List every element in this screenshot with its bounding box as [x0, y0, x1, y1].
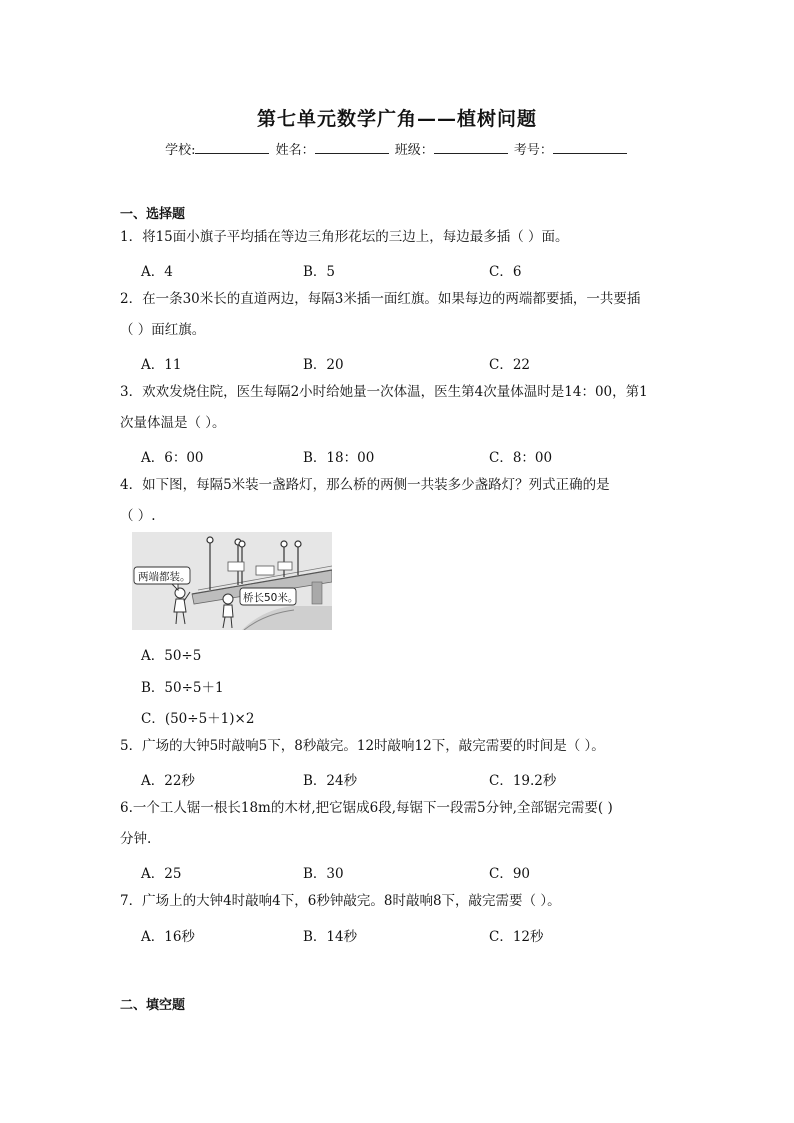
- section-heading-choice: 一、选择题: [120, 207, 186, 222]
- option-a: A．22秒: [141, 773, 195, 789]
- question-4-line-2: （ ）.: [120, 508, 156, 524]
- option-c: C．19.2秒: [489, 773, 557, 789]
- option-b: B．14秒: [303, 929, 358, 945]
- exam-no-blank[interactable]: [553, 141, 627, 154]
- bubble-left-text: 两端都装。: [138, 571, 191, 583]
- page-title: 第七单元数学广角——植树问题: [256, 108, 537, 130]
- question-6-line-1: 6.一个工人锯一根长18m的木材,把它锯成6段,每锯下一段需5分钟,全部锯完需要( ): [120, 800, 613, 816]
- question-4-option-a: A．50÷5: [141, 648, 202, 664]
- question-3-options: [141, 446, 681, 466]
- option-c: C．6: [489, 264, 522, 280]
- bridge-lamp-illustration: [132, 532, 332, 630]
- class-blank[interactable]: [434, 141, 508, 154]
- question-2-line-1: 2．在一条30米长的直道两边，每隔3米插一面红旗。如果每边的两端都要插，一共要插: [120, 291, 641, 307]
- option-a: A．6：00: [141, 450, 204, 466]
- name-blank[interactable]: [315, 141, 389, 154]
- question-7: 7．广场上的大钟4时敲响4下，6秒钟敲完。8时敲响8下，敲完需要（ ）。: [120, 893, 561, 909]
- question-6-options: [141, 862, 681, 882]
- school-label: 学校:: [165, 143, 196, 158]
- option-c: C．12秒: [489, 929, 544, 945]
- class-label: 班级：: [394, 143, 434, 158]
- exam-no-label: 考号：: [513, 143, 553, 158]
- name-label: 姓名：: [275, 143, 315, 158]
- option-a: A．16秒: [141, 929, 195, 945]
- option-a: A．4: [141, 264, 173, 280]
- student-info-line: [0, 139, 794, 158]
- question-2-line-2: （ ）面红旗。: [120, 322, 206, 338]
- question-1-options: [141, 260, 681, 280]
- school-blank[interactable]: [195, 141, 269, 154]
- option-a: A．25: [141, 866, 182, 882]
- question-3: [120, 377, 680, 439]
- question-4: [120, 470, 680, 532]
- option-b: B．20: [303, 357, 344, 373]
- question-4-option-c: C．(50÷5＋1)×2: [141, 711, 255, 727]
- question-3-line-2: 次量体温是（ ）。: [120, 415, 226, 431]
- option-b: B．5: [303, 264, 336, 280]
- question-5: 5．广场的大钟5时敲响5下，8秒敲完。12时敲响12下，敲完需要的时间是（ ）。: [120, 738, 605, 754]
- option-c: C．22: [489, 357, 531, 373]
- question-4-line-1: 4．如下图，每隔5米装一盏路灯，那么桥的两侧一共装多少盏路灯？列式正确的是: [120, 477, 610, 493]
- option-a: A．11: [141, 357, 182, 373]
- option-c: C．90: [489, 866, 531, 882]
- option-b: B．24秒: [303, 773, 358, 789]
- bubble-right-text: 桥长50米。: [243, 592, 299, 604]
- question-2: [120, 284, 680, 346]
- question-3-line-1: 3．欢欢发烧住院，医生每隔2小时给她量一次体温，医生第4次量体温时是14：00，第1: [120, 384, 648, 400]
- option-b: B．18：00: [303, 450, 375, 466]
- section-heading-fill-blank: 二、填空题: [120, 998, 186, 1013]
- question-4-option-b: B．50÷5＋1: [141, 680, 224, 696]
- option-c: C．8：00: [489, 450, 553, 466]
- question-2-options: [141, 353, 681, 373]
- question-6-line-2: 分钟.: [120, 831, 152, 847]
- question-5-options: [141, 769, 681, 789]
- question-1: 1．将15面小旗子平均插在等边三角形花坛的三边上，每边最多插（ ）面。: [120, 229, 569, 245]
- question-6: [120, 793, 680, 855]
- question-7-options: [141, 925, 681, 945]
- option-b: B．30: [303, 866, 344, 882]
